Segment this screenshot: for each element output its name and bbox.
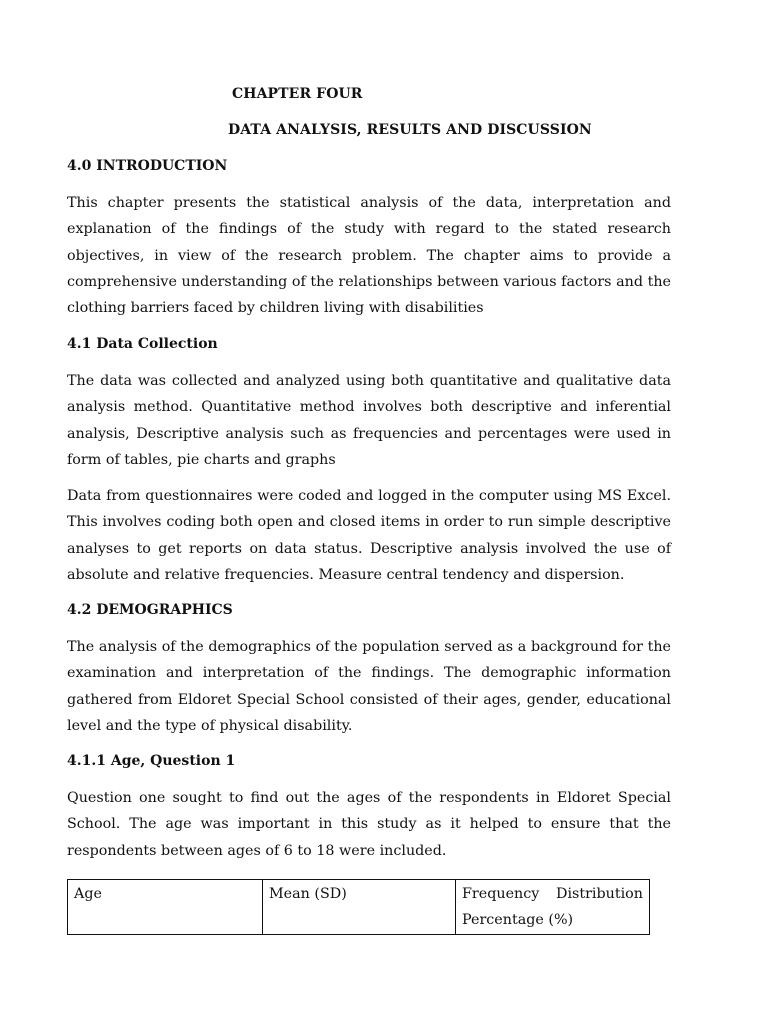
data-collection-paragraph-2: Data from questionnaires were coded and logged in the computer using MS Excel. This involves coding both open and closed items in order to run simple descriptive analyses to get reports on data status. Descriptive analysis involved the use of absolute and relative frequencies. Measure central tendency and dispersion. (67, 488, 671, 583)
introduction-paragraph: This chapter presents the statistical analysis of the data, interpretation and explanation of the findings of the study with regard to the stated research objectives, in view of the research problem. The chapter aims to provide a comprehensive understanding of the relationships between various factors and the clothing barriers faced by children living with disabilities (67, 195, 671, 317)
age-paragraph: Question one sought to find out the ages of the respondents in Eldoret Special School. The age was important in this study as it helped to ensure that the respondents between ages of 6 to 18 were included. (67, 790, 671, 859)
chapter-subtitle: DATA ANALYSIS, RESULTS AND DISCUSSION (228, 122, 592, 138)
introduction-heading: 4.0 INTRODUCTION (67, 158, 228, 174)
age-table (67, 879, 650, 935)
demographics-heading: 4.2 DEMOGRAPHICS (67, 602, 233, 618)
data-collection-heading: 4.1 Data Collection (67, 336, 218, 352)
chapter-title: CHAPTER FOUR (232, 86, 363, 102)
table-header-row (68, 880, 650, 935)
demographics-paragraph: The analysis of the demographics of the population served as a background for the examination and interpretation of the findings. The demographic information gathered from Eldoret Special School consisted of their ages, gender, educational level and the type of physical disability. (67, 639, 671, 734)
table-header-mean: Mean (SD) (263, 880, 456, 935)
data-collection-paragraph-1: The data was collected and analyzed using both quantitative and qualitative data analysis method. Quantitative method involves both descriptive and inferential analysis, Descriptive analysis such as frequencies and percentages were used in form of tables, pie charts and graphs (67, 373, 671, 468)
table-header-age: Age (68, 880, 263, 935)
age-heading: 4.1.1 Age, Question 1 (67, 753, 236, 769)
table-header-frequency: Frequency Distribution Percentage (%) (456, 880, 650, 935)
